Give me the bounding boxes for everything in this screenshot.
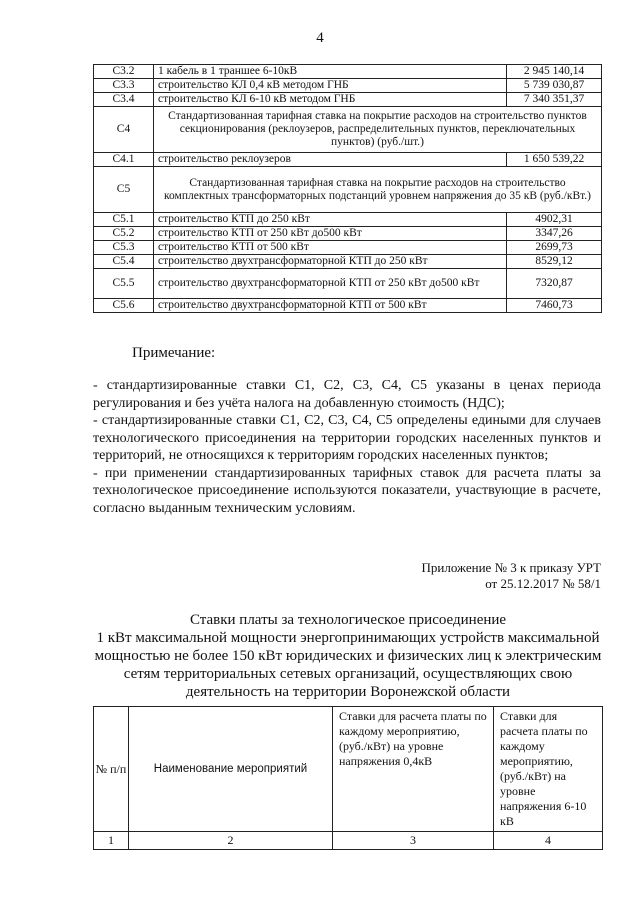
- row-value: 1 650 539,22: [507, 153, 602, 167]
- row-name: строительство реклоузеров: [154, 153, 507, 167]
- row-code: С5.5: [94, 269, 154, 299]
- page-number: 4: [316, 30, 324, 46]
- row-name: строительство КТП до 250 кВт: [154, 213, 507, 227]
- table-row-section: [94, 107, 602, 153]
- header-row: [94, 707, 603, 832]
- table-row: [94, 153, 602, 167]
- header-activity-name: Наименование мероприятий: [129, 707, 333, 832]
- notes-block: [93, 377, 601, 517]
- row-name: 1 кабель в 1 траншее 6-10кВ: [154, 65, 507, 79]
- note-paragraph: - стандартизированные ставки С1, С2, С3, С4, С5 указаны в ценах периода регулирования и без учёта налога на добавленную стоимость (НДС);: [93, 378, 601, 411]
- table-row: [94, 241, 602, 255]
- row-description: Стандартизованная тарифная ставка на покрытие расходов на строительство комплектных трансформаторных подстанций уровнем напряжения до 35 кВ (руб./кВт.): [154, 167, 602, 213]
- title-line: мощностью не более 150 кВт юридических и физических лиц к электрическим: [94, 648, 602, 664]
- row-name: строительство двухтрансформаторной КТП до 250 кВт: [154, 255, 507, 269]
- table-row: [94, 299, 602, 313]
- header-number: № п/п: [94, 707, 129, 832]
- header-rate-04kv: Ставки для расчета платы по каждому мероприятию, (руб./кВт) на уровне напряжения 0,4кВ: [333, 707, 494, 832]
- note-paragraph: - стандартизированные ставки С1, С2, С3, С4, С5 определены едиными для случаев технологического присоединения на территории городских населенных пунктов и территорий, не относящихся к территориям городских населенных пунктов;: [93, 413, 601, 463]
- row-name: строительство двухтрансформаторной КТП от 250 кВт до500 кВт: [154, 269, 507, 299]
- row-value: 7 340 351,37: [507, 93, 602, 107]
- row-name: строительство КТП от 250 кВт до500 кВт: [154, 227, 507, 241]
- index-row: [94, 832, 603, 850]
- appendix-reference: [422, 560, 601, 592]
- index-cell: 4: [494, 832, 603, 850]
- row-value: 5 739 030,87: [507, 79, 602, 93]
- row-code: С3.2: [94, 65, 154, 79]
- title-line: Ставки платы за технологическое присоединение: [189, 612, 507, 628]
- row-name: строительство КЛ 0,4 кВ методом ГНБ: [154, 79, 507, 93]
- table-row: [94, 255, 602, 269]
- rates-table: [93, 64, 602, 313]
- document-title: [93, 611, 603, 701]
- row-name: строительство КТП от 500 кВт: [154, 241, 507, 255]
- row-description: Стандартизованная тарифная ставка на покрытие расходов на строительство пунктов секционирования (реклоузеров, распределительных пунктов, переключательных пунктов) (руб./шт.): [154, 107, 602, 153]
- title-line: 1 кВт максимальной мощности энергопринимающих устройств максимальной: [96, 630, 600, 646]
- row-value: 2 945 140,14: [507, 65, 602, 79]
- row-code: С5: [94, 167, 154, 213]
- appendix-date: от 25.12.2017 № 58/1: [485, 576, 601, 591]
- table-row-section: [94, 167, 602, 213]
- row-code: С5.6: [94, 299, 154, 313]
- table-row: [94, 79, 602, 93]
- index-cell: 3: [333, 832, 494, 850]
- table-row: [94, 213, 602, 227]
- row-code: С4: [94, 107, 154, 153]
- table-row: [94, 269, 602, 299]
- row-code: С5.4: [94, 255, 154, 269]
- row-code: С4.1: [94, 153, 154, 167]
- row-value: 7460,73: [507, 299, 602, 313]
- index-cell: 1: [94, 832, 129, 850]
- row-value: 3347,26: [507, 227, 602, 241]
- row-name: строительство двухтрансформаторной КТП от 500 кВт: [154, 299, 507, 313]
- row-value: 4902,31: [507, 213, 602, 227]
- row-code: С3.4: [94, 93, 154, 107]
- row-code: С5.1: [94, 213, 154, 227]
- row-value: 2699,73: [507, 241, 602, 255]
- table-row: [94, 65, 602, 79]
- row-value: 8529,12: [507, 255, 602, 269]
- row-code: С3.3: [94, 79, 154, 93]
- appendix-line: Приложение № 3 к приказу УРТ: [421, 560, 601, 575]
- table-row: [94, 227, 602, 241]
- table-row: [94, 93, 602, 107]
- index-cell: 2: [129, 832, 333, 850]
- note-paragraph: - при применении стандартизированных тарифных ставок для расчета платы за технологическое присоединение используются показатели, участвующие в расчете, согласно выданным техническим условиям.: [93, 465, 601, 516]
- row-name: строительство КЛ 6-10 кВ методом ГНБ: [154, 93, 507, 107]
- row-value: 7320,87: [507, 269, 602, 299]
- row-code: С5.2: [94, 227, 154, 241]
- title-line: сетям территориальных сетевых организаций, осуществляющих свою: [123, 666, 573, 682]
- title-line: деятельность на территории Воронежской области: [185, 684, 511, 700]
- rates-header-table: [93, 706, 603, 850]
- row-code: С5.3: [94, 241, 154, 255]
- header-rate-6-10kv: Ставки для расчета платы по каждому мероприятию, (руб./кВт) на уровне напряжения 6-10 кВ: [494, 707, 603, 832]
- note-title: Примечание:: [132, 345, 216, 361]
